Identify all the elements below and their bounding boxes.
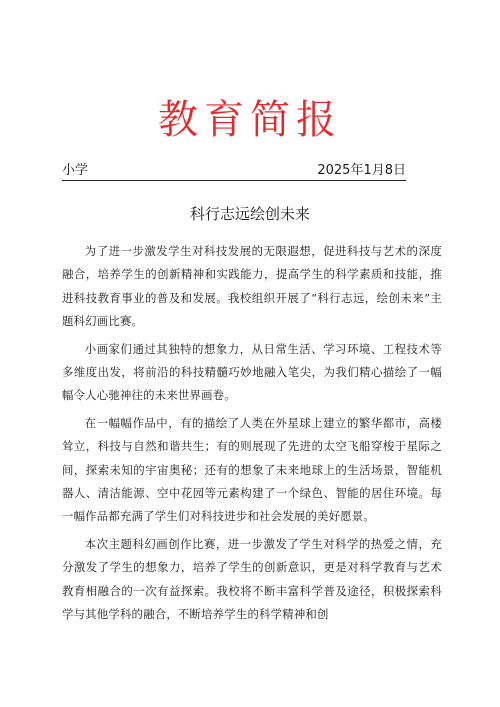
article-paragraph: 为了进一步激发学生对科技发展的无限遐想，促进科技与艺术的深度融合，培养学生的创新精神和实践能力，提高学生的科学素质和技能，推进科技教育事业的普及和发展。我校组织开展了“科行志远，绘创未来”主题科幻画比赛。: [62, 244, 442, 329]
category-label: 小学: [62, 163, 89, 178]
article-body: [62, 240, 442, 631]
article-paragraph: 小画家们通过其独特的想象力，从日常生活、学习环境、工程技术等多维度出发，将前沿的科技精髓巧妙地融入笔尖，为我们精心描绘了一幅幅令人心驰神往的未来世界画卷。: [62, 341, 442, 403]
article-paragraph: 本次主题科幻画创作比赛，进一步激发了学生对科学的热爱之情，充分激发了学生的想象力，培养了学生的创新意识，更是对科学教育与艺术教育相融合的一次有益探索。我校将不断丰富科学普及途径，积极探索科学与其他学科的融合，不断培养学生的科学精神和创: [62, 536, 442, 622]
article-title: 科行志远绘创未来: [189, 205, 310, 223]
info-line: [62, 162, 406, 181]
article-paragraph: 在一幅幅作品中，有的描绘了人类在外星球上建立的繁华都市，高楼耸立，科技与自然和谐共生；有的则展现了先进的太空飞船穿梭于星际之间，探索未知的宇宙奥秘；还有的想象了未来地球上的生活场景，智能机器人、清洁能源、空中花园等元素构建了一个绿色、智能的居住环境。每一幅作品都充满了学生们对科技进步和社会发展的美好愿景。: [62, 415, 442, 524]
issue-date: 2025年1月8日: [317, 163, 406, 178]
newsletter-masthead: 教育简报: [158, 97, 342, 143]
